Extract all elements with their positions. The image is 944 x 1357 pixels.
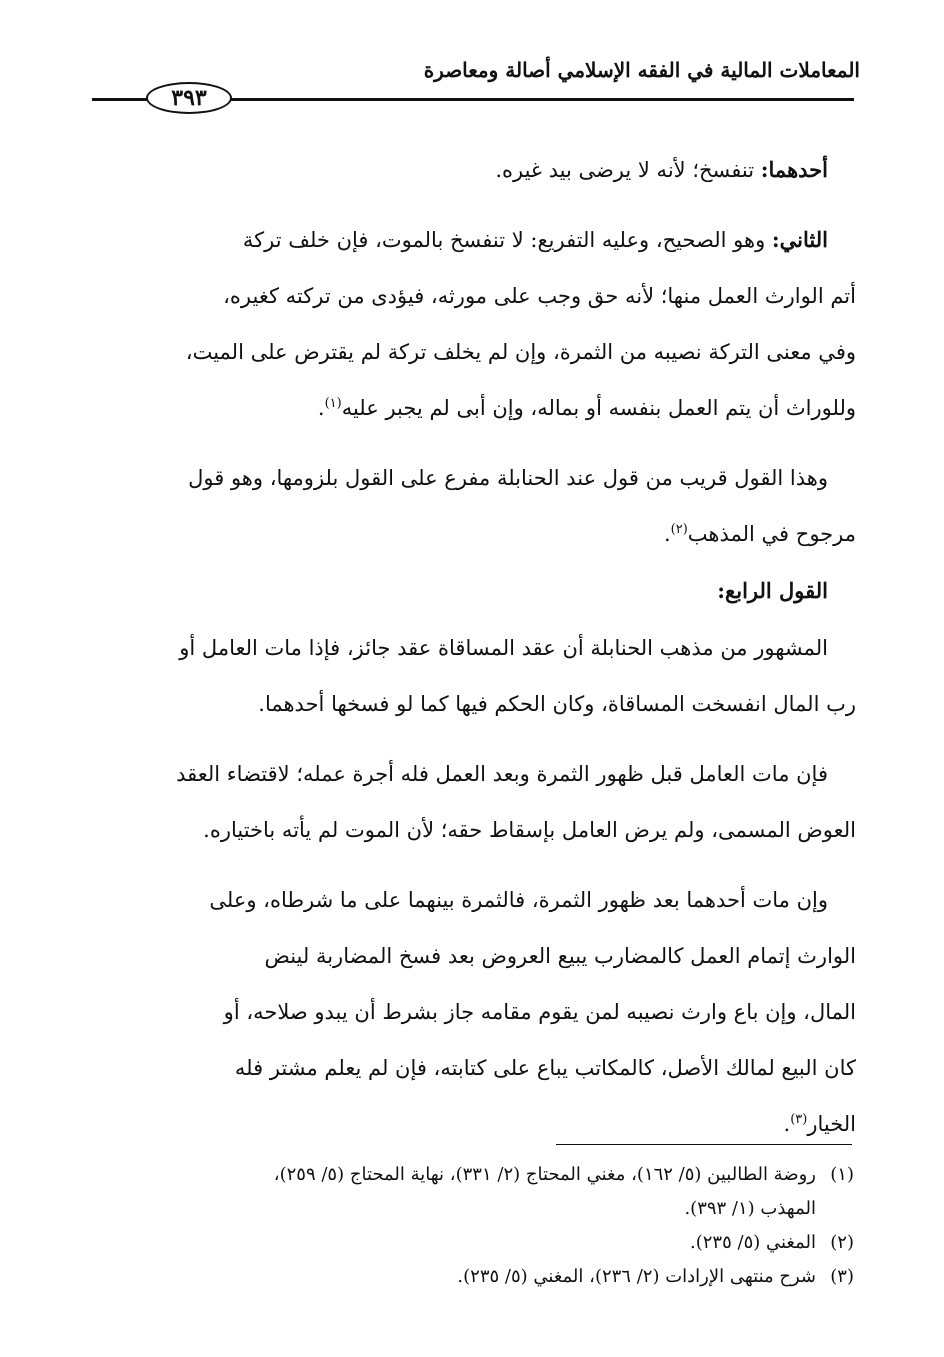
text-line: الوارث إتمام العمل كالمضارب يبيع العروض بعد فسخ المضاربة لينض <box>264 944 856 968</box>
text-line: العوض المسمى، ولم يرض العامل بإسقاط حقه؛ لأن الموت لم يأته باختياره. <box>203 818 856 842</box>
footnote-line: المهذب (١/ ٣٩٣). <box>684 1198 816 1219</box>
paragraph-lead: أحدهما: <box>760 157 828 182</box>
text-line <box>80 142 856 198</box>
running-header-title: المعاملات المالية في الفقه الإسلامي أصالة ومعاصرة <box>423 58 860 82</box>
text-line <box>80 380 856 436</box>
paragraph-text: تنفسخ؛ لأنه لا يرضى بيد غيره. <box>495 158 755 182</box>
period: . <box>783 1112 791 1136</box>
paragraph-second-view <box>80 212 856 436</box>
text-line: فإن مات العامل قبل ظهور الثمرة وبعد العمل فله أجرة عمله؛ لاقتضاء العقد <box>176 762 828 786</box>
text-line <box>80 212 856 268</box>
period: . <box>663 522 671 546</box>
footnote-number: (٢) <box>830 1232 854 1253</box>
paragraph-first-view <box>80 142 856 198</box>
text-line: المال، وإن باع وارث نصيبه لمن يقوم مقامه جاز بشرط أن يبدو صلاحه، أو <box>223 1000 856 1024</box>
footnote-line: روضة الطالبين (٥/ ١٦٢)، مغني المحتاج (٢/ ٣٣١)، نهاية المحتاج (٥/ ٢٥٩)، <box>273 1164 816 1185</box>
section-heading: القول الرابع: <box>717 578 828 603</box>
period: . <box>317 396 325 420</box>
footnote-ref: (١) <box>324 396 342 411</box>
text-line: المشهور من مذهب الحنابلة أن عقد المساقاة عقد جائز، فإذا مات العامل أو <box>179 636 828 660</box>
paragraph-text: وهو الصحيح، وعليه التفريع: لا تنفسخ بالموت، فإن خلف تركة <box>242 228 766 252</box>
main-text <box>80 142 856 1152</box>
paragraph-hanbali-view <box>80 450 856 562</box>
text-line: كان البيع لمالك الأصل، كالمكاتب يباع على كتابته، فإن لم يعلم مشتر فله <box>234 1056 856 1080</box>
text-line <box>80 506 856 562</box>
paragraph-text: وللوراث أن يتم العمل بنفسه أو بماله، وإن أبى لم يجبر عليه <box>341 396 856 420</box>
footnotes <box>80 1158 854 1294</box>
footnote-text <box>80 1260 816 1294</box>
footnote-separator <box>556 1144 852 1145</box>
paragraph-worker-death <box>80 746 856 858</box>
paragraph-fourth-view <box>80 620 856 732</box>
spacer <box>80 436 856 450</box>
footnote-ref: (٢) <box>670 522 688 537</box>
page-number-badge <box>146 82 232 114</box>
text-line: وفي معنى التركة نصيبه من الثمرة، وإن لم يخلف تركة لم يقترض على الميت، <box>185 340 856 364</box>
spacer <box>80 198 856 212</box>
paragraph-text: الخيار <box>807 1112 856 1136</box>
footnote-number: (١) <box>830 1164 854 1185</box>
spacer <box>80 858 856 872</box>
footnote-item <box>80 1226 854 1260</box>
paragraph-lead: الثاني: <box>771 227 828 252</box>
footnote-line: المغني (٥/ ٢٣٥). <box>690 1232 816 1253</box>
paragraph-text: مرجوح في المذهب <box>687 522 856 546</box>
footnote-text <box>80 1226 816 1260</box>
text-line: أتم الوارث العمل منها؛ لأنه حق وجب على مورثه، فيؤدى من تركته كغيره، <box>223 284 856 308</box>
footnote-ref: (٣) <box>790 1112 808 1127</box>
spacer <box>80 732 856 746</box>
footnote-item <box>80 1260 854 1294</box>
text-line: وهذا القول قريب من قول عند الحنابلة مفرع على القول بلزومها، وهو قول <box>188 466 828 490</box>
text-line: وإن مات أحدهما بعد ظهور الثمرة، فالثمرة بينهما على ما شرطاه، وعلى <box>209 888 828 912</box>
text-line: رب المال انفسخت المساقاة، وكان الحكم فيها كما لو فسخها أحدهما. <box>258 692 856 716</box>
footnote-number: (٣) <box>830 1266 854 1287</box>
footnote-line: شرح منتهى الإرادات (٢/ ٢٣٦)، المغني (٥/ ٢٣٥). <box>457 1266 816 1287</box>
footnote-item <box>80 1158 854 1226</box>
footnote-text <box>80 1158 816 1226</box>
paragraph-after-fruit <box>80 872 856 1152</box>
page-number: ٣٩٣ <box>171 85 207 111</box>
